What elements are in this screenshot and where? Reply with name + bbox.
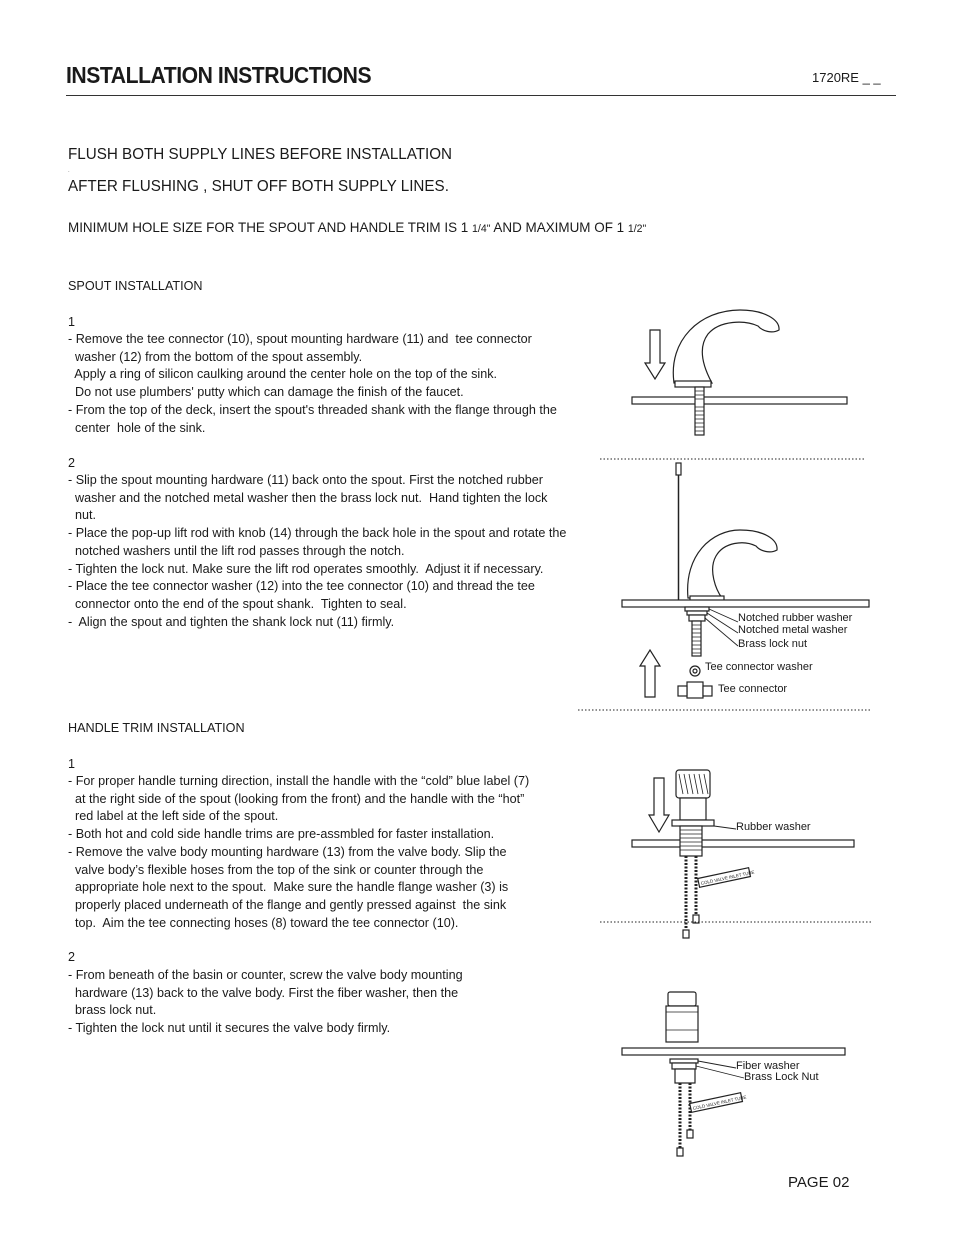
page-number: PAGE 02	[788, 1174, 850, 1191]
handle-step2-text: - From beneath of the basin or counter, screw the valve body mounting hardware (13) back to the valve body. First the fiber washer, then the brass lock nut. - Tighten the lock nut until it secures the valve body firmly.	[68, 967, 463, 1036]
leader-lines	[705, 609, 738, 646]
shutoff-notice: AFTER FLUSHING , SHUT OFF BOTH SUPPLY LINES.	[68, 178, 449, 195]
label-brass-lock-nut: Brass lock nut	[738, 638, 808, 650]
spout-step1-number: 1	[68, 314, 76, 329]
brass-lock-nut	[689, 615, 705, 621]
stray-dot: .	[68, 168, 70, 174]
hole-size-fraction-max: 1/2"	[627, 223, 647, 235]
hose-fitting	[687, 1130, 693, 1138]
spout-step2-number: 2	[68, 455, 76, 470]
lift-rod-knob	[676, 463, 681, 475]
up-arrow-icon	[640, 650, 660, 697]
label-tee-connector: Tee connector	[718, 683, 788, 695]
label-rubber-washer: Rubber washer	[736, 821, 811, 833]
down-arrow-icon	[649, 778, 669, 832]
tee-connector-right-port	[703, 686, 712, 696]
handle-step1-number: 1	[68, 756, 76, 771]
spout-insertion-diagram	[632, 310, 847, 435]
hole-size-mid: AND MAXIMUM OF 1	[490, 219, 628, 235]
label-fiber-washer: Fiber washer	[736, 1060, 800, 1072]
tee-washer-hole	[693, 669, 697, 673]
spout-step2-text: - Slip the spout mounting hardware (11) back onto the spout. First the notched rubber washer and the notched metal washer then the brass lock nut. Hand tighten the lock nut. - Place the pop-up lift rod with knob (14) through the back hole in the spout and rotate the notched washers until the lift rod passes through the notch. - Tighten the lock nut. Make sure the lift rod operates smoothly. Adjust it if necessary. - Place the tee connector washer (12) into the tee connector (10) and thread the tee connector onto the end of the spout shank. Tighten to seal. - Align the spout and tighten the shank lock nut (11) firmly.	[68, 472, 567, 629]
label-notched-rubber-washer: Notched rubber washer	[738, 612, 853, 624]
spout-flange	[675, 381, 711, 387]
valve-shank	[680, 826, 702, 856]
handle-step2-number: 2	[68, 949, 76, 964]
sink-deck	[622, 1048, 845, 1055]
page-title: INSTALLATION INSTRUCTIONS	[66, 62, 372, 88]
model-number: 1720RE _ _	[812, 70, 881, 85]
sink-deck	[632, 397, 847, 404]
tee-connector	[687, 682, 703, 698]
flush-notice: FLUSH BOTH SUPPLY LINES BEFORE INSTALLATION	[68, 146, 453, 163]
label-notched-metal-washer: Notched metal washer	[738, 624, 848, 636]
leader-lines	[714, 826, 736, 829]
spout-step1-text: - Remove the tee connector (10), spout mounting hardware (11) and tee connector washer (12) from the bottom of the spout assembly. Apply a ring of silicon caulking around the center hole on the top of the sink. Do not use plumbers' putty which can damage the finish of the faucet. - From the top of the deck, insert the spout's threaded shank with the flange through the center hole of the sink.	[68, 331, 557, 435]
sink-deck	[632, 840, 854, 847]
handle-trim-diagram	[632, 770, 854, 938]
hose-fitting	[677, 1148, 683, 1156]
hose-fitting	[683, 930, 689, 938]
label-tee-connector-washer: Tee connector washer	[705, 661, 813, 673]
hose-label-text: COLD VALVE INLET TUBE	[692, 1094, 747, 1111]
brass-lock-nut	[672, 1063, 696, 1069]
threaded-shank	[692, 621, 701, 656]
down-arrow-icon	[645, 330, 665, 379]
label-brass-lock-nut-2: Brass Lock Nut	[744, 1071, 819, 1083]
spout-body	[673, 310, 779, 383]
spout-heading: SPOUT INSTALLATION	[68, 278, 203, 293]
handle-flange	[672, 820, 714, 826]
hole-size-main: MINIMUM HOLE SIZE FOR THE SPOUT AND HANDLE TRIM IS 1	[68, 219, 473, 235]
valve-shank	[675, 1069, 695, 1083]
handle-body	[680, 798, 706, 820]
handle-step1-text: - For proper handle turning direction, install the handle with the “cold” blue label (7) at the right side of the spout (looking from the front) and the handle with the “hot” red label at the left side of the spout. - Both hot and cold side handle trims are pre-assmbled for faster installation. - Remove the valve body mounting hardware (13) from the valve body. Slip the valve body’s flexible hoses from the top of the sink or counter through the appropriate hole next to the spout. Make sure the handle flange washer (3) is properly placed underneath of the flange and gently pressed against the sink top. Aim the tee connecting hoses (8) toward the tee connector (10).	[68, 773, 530, 930]
handle-heading: HANDLE TRIM INSTALLATION	[68, 720, 245, 735]
tee-connector-left-port	[678, 686, 687, 696]
hose-label-text: COLD VALVE INLET TUBE	[700, 869, 755, 886]
sink-deck	[622, 600, 869, 607]
hole-size-fraction-min: 1/4"	[472, 223, 491, 235]
valve-cap	[668, 992, 696, 1006]
valve-body	[666, 1006, 698, 1042]
spout-body	[688, 530, 777, 598]
